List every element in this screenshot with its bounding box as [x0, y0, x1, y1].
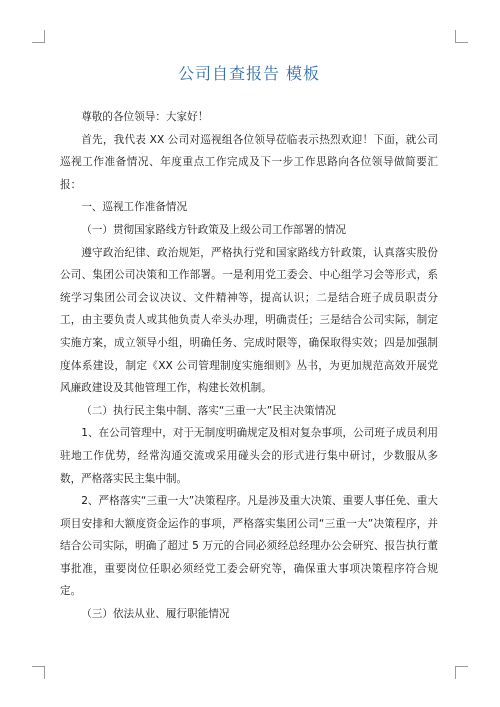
greeting: 尊敬的各位领导：大家好！: [81, 111, 209, 123]
subsection-heading-2: （二）执行民主集中制、落实“三重一大”民主决策情况: [81, 404, 336, 417]
subsection-1-paragraph: 遵守政治纪律、政治规矩，严格执行党和国家路线方针政策，认真落实股份公司、集团公司决策和工作部署。一是利用党工委会、中心组学习会等形式，系统学习集团公司会议决议、文件精神等，提高认识；二是结合班子成员职责分工，由主要负责人或其他负责人牵头办理，明确责任；三是结合公司实际，制定实施方案，成立领导小组，明确任务、完成时限等，确保取得实效；四是加强制度体系建设，制定《XX 公司管理制度实施细则》丛书，为更加规范高效开展党风廉政建设及其他管理工作，构建长效机制。: [60, 246, 438, 395]
subsection-heading-3: （三）依法从业、履行职能情况: [81, 608, 230, 621]
subsection-2-paragraph-2: 2、严格落实“三重一大”决策程序。凡是涉及重大决策、重要人事任免、重大项目安排和大额度资金运作的事项，严格落实集团公司“三重一大”决策程序，并结合公司实际，明确了超过 5 万元的合同必须经总经理办公会研究、报告执行董事批准，重要岗位任职必须经党工委会研究等，确保重大事项决策程序符合规定。: [60, 495, 438, 598]
intro-paragraph: 首先，我代表 XX 公司对巡视组各位领导莅临表示热烈欢迎！下面，就公司巡视工作准备情况、年度重点工作完成及下一步工作思路向各位领导做简要汇报：: [60, 133, 438, 191]
crop-mark-top-right: [455, 30, 468, 43]
section-heading-1: 一、巡视工作准备情况: [81, 201, 188, 214]
subsection-2-paragraph-1: 1、在公司管理中，对于无制度明确规定及相对复杂事项，公司班子成员利用驻地工作优势，经常沟通交流或采用碰头会的形式进行集中研讨，少数服从多数，严格落实民主集中制。: [60, 427, 438, 485]
crop-mark-top-left: [32, 30, 45, 43]
crop-mark-bottom-left: [32, 666, 45, 679]
subsection-heading-1: （一）贯彻国家路线方针政策及上级公司工作部署的情况: [81, 223, 347, 236]
document-body: [60, 62, 438, 626]
crop-mark-bottom-right: [455, 666, 468, 679]
document-title: 公司自查报告 模板: [177, 64, 321, 83]
